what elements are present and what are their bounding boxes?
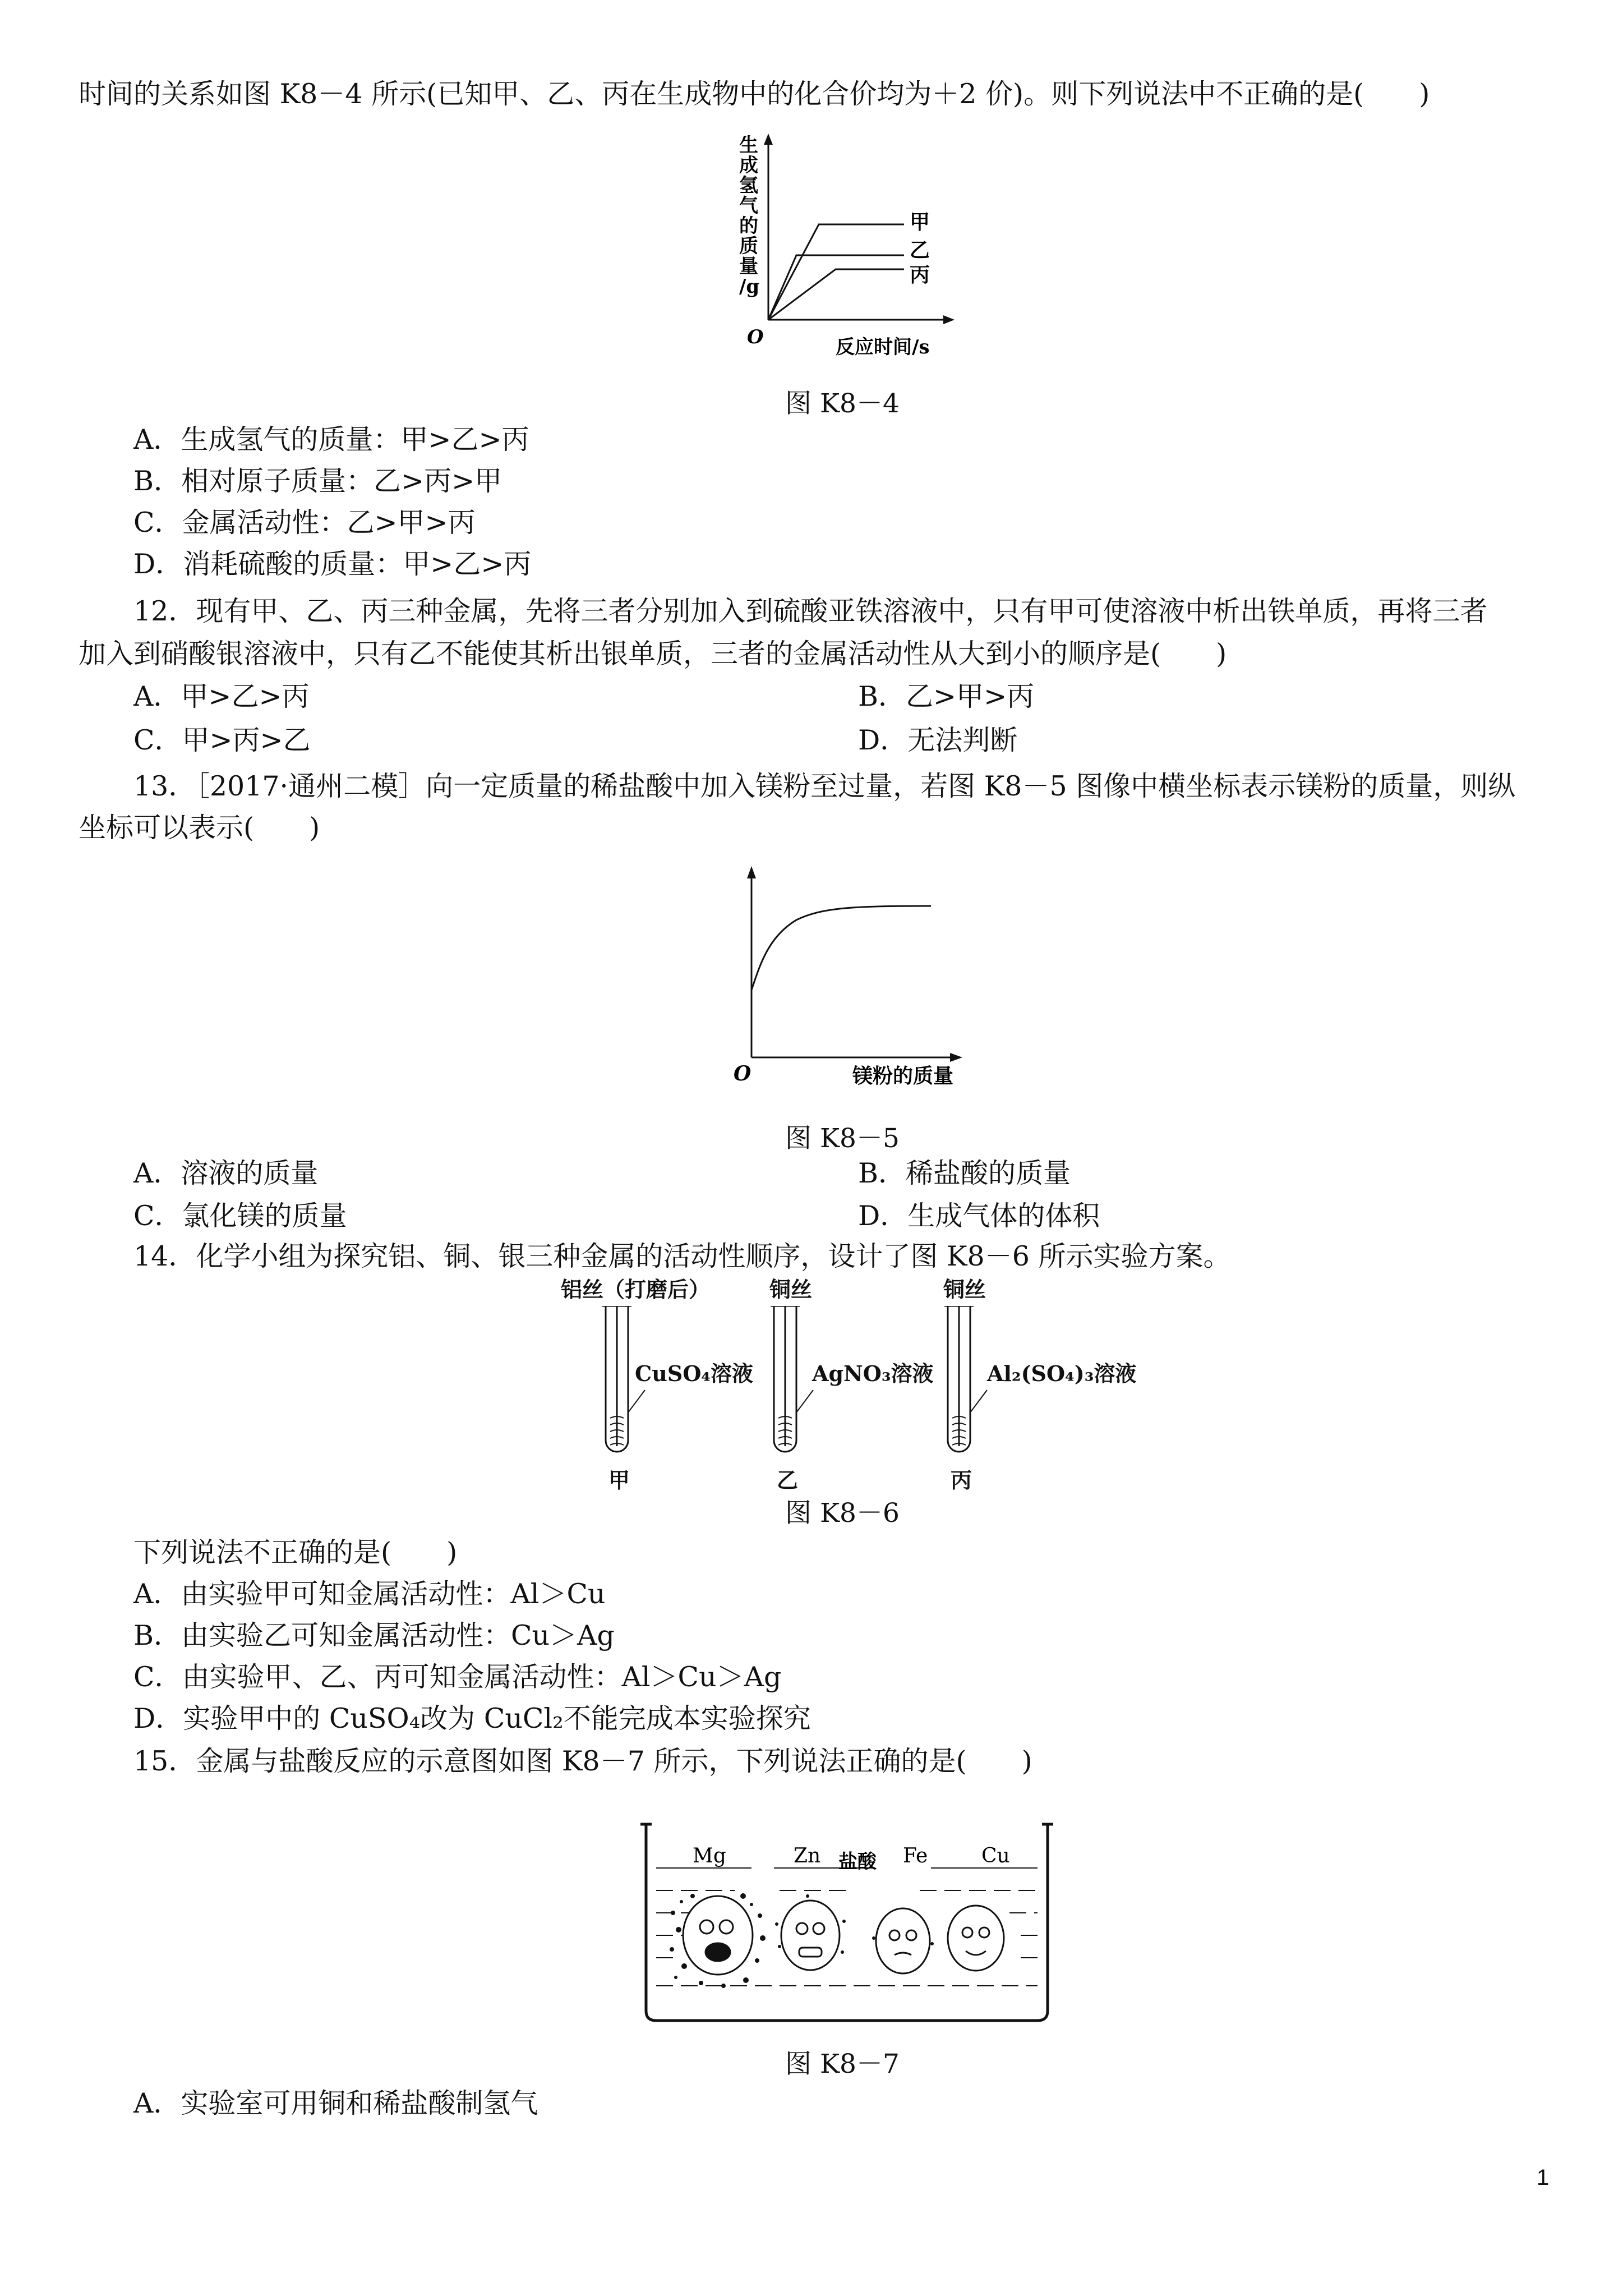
q12-option-c: C．甲>丙>乙 xyxy=(133,724,311,756)
q14-line1: 14．化学小组为探究铝、铜、银三种金属的活动性顺序，设计了图 K8－6 所示实验方案。 xyxy=(133,1240,1231,1272)
k8-5-xlabel: 镁粉的质量 xyxy=(852,1064,954,1088)
svg-text:气: 气 xyxy=(739,195,758,217)
svg-text:生: 生 xyxy=(739,134,758,157)
q15-line1: 15．金属与盐酸反应的示意图如图 K8－7 所示，下列说法正确的是( ) xyxy=(133,1745,1032,1777)
k8-4-label-jia: 甲 xyxy=(910,210,930,234)
figure-k8-4 xyxy=(723,129,959,365)
q12-option-b: B．乙>甲>丙 xyxy=(858,680,1035,712)
q14-option-b: B．由实验乙可知金属活动性：Cu＞Ag xyxy=(133,1619,615,1651)
q13-line2: 坐标可以表示( ) xyxy=(79,812,320,844)
caption-k8-4: 图 K8－4 xyxy=(785,388,900,419)
tube-jia-wire-label: 铝丝（打磨后） xyxy=(561,1277,711,1302)
k8-7-label-acid: 盐酸 xyxy=(838,1851,877,1873)
q11-option-c: C．金属活动性：乙>甲>丙 xyxy=(133,507,476,539)
svg-text:/g: /g xyxy=(739,275,760,298)
figure-k8-5 xyxy=(718,858,981,1105)
q13-line1: 13．［2017·通州二模］向一定质量的稀盐酸中加入镁粉至过量，若图 K8－5 图像中横坐标表示镁粉的质量，则纵 xyxy=(133,770,1516,802)
tube-yi-label: 乙 xyxy=(777,1467,799,1493)
q14-option-d: D．实验甲中的 CuSO₄改为 CuCl₂不能完成本实验探究 xyxy=(133,1703,811,1734)
page-number: 1 xyxy=(1537,2165,1550,2190)
q14-option-a: A．由实验甲可知金属活动性：Al＞Cu xyxy=(133,1578,606,1610)
k8-7-label-fe: Fe xyxy=(903,1844,928,1867)
caption-k8-5: 图 K8－5 xyxy=(785,1123,900,1154)
metal-cu-character xyxy=(948,1906,1004,1971)
k8-4-ylabel xyxy=(739,134,759,298)
q12-option-a: A．甲>乙>丙 xyxy=(133,680,310,712)
caption-k8-6: 图 K8－6 xyxy=(785,1498,900,1529)
k8-4-label-bing: 丙 xyxy=(910,263,930,287)
k8-5-curve xyxy=(751,906,931,990)
q12-line2: 加入到硝酸银溶液中，只有乙不能使其析出银单质，三者的金属活动性从大到小的顺序是( ) xyxy=(79,638,1227,670)
tube-yi-solution: AgNO₃溶液 xyxy=(812,1361,934,1386)
tube-bing-solution: Al₂(SO₄)₃溶液 xyxy=(987,1361,1137,1386)
tube-jia-label: 甲 xyxy=(608,1467,630,1493)
svg-text:的: 的 xyxy=(739,215,758,237)
q13-option-a: A．溶液的质量 xyxy=(133,1157,319,1189)
svg-text:氢: 氢 xyxy=(739,174,758,197)
k8-7-label-zn: Zn xyxy=(794,1844,821,1867)
k8-4-xlabel: 反应时间/s xyxy=(836,336,930,358)
k8-4-origin: O xyxy=(747,326,764,348)
svg-text:量: 量 xyxy=(739,255,758,278)
caption-k8-7: 图 K8－7 xyxy=(785,2049,900,2079)
q14-prompt: 下列说法不正确的是( ) xyxy=(133,1536,458,1568)
k8-4-label-yi: 乙 xyxy=(910,238,930,262)
q12-option-d: D．无法判断 xyxy=(858,724,1018,756)
tube-yi-wire-label: 铜丝 xyxy=(769,1277,813,1302)
svg-text:成: 成 xyxy=(739,154,758,177)
q12-line1: 12．现有甲、乙、丙三种金属，先将三者分别加入到硫酸亚铁溶液中，只有甲可使溶液中析出铁单质，再将三者 xyxy=(133,595,1488,627)
figure-k8-7 xyxy=(639,1818,1054,2031)
q11-option-a: A．生成氢气的质量：甲>乙>丙 xyxy=(133,424,529,455)
q11-option-b: B．相对原子质量：乙>丙>甲 xyxy=(133,465,502,497)
metal-zn-character xyxy=(781,1901,840,1970)
q13-option-b: B．稀盐酸的质量 xyxy=(858,1157,1071,1189)
tube-bing-wire-label: 铜丝 xyxy=(943,1277,986,1302)
metal-mg-character xyxy=(683,1896,753,1975)
figure-k8-6 xyxy=(538,1272,1155,1497)
k8-5-origin: O xyxy=(734,1062,751,1085)
q11-option-d: D．消耗硫酸的质量：甲>乙>丙 xyxy=(133,548,532,580)
tube-bing-label: 丙 xyxy=(951,1467,972,1493)
tube-jia-solution: CuSO₄溶液 xyxy=(635,1361,754,1386)
q13-option-c: C．氯化镁的质量 xyxy=(133,1200,347,1232)
k8-4-series-yi xyxy=(768,255,904,320)
k8-7-label-mg: Mg xyxy=(693,1844,726,1867)
q14-option-c: C．由实验甲、乙、丙可知金属活动性：Al＞Cu＞Ag xyxy=(133,1661,782,1693)
metal-fe-character xyxy=(876,1908,930,1973)
q13-option-d: D．生成气体的体积 xyxy=(858,1200,1100,1232)
k8-4-series-bing xyxy=(768,269,904,320)
q11-stem-tail: 时间的关系如图 K8－4 所示(已知甲、乙、丙在生成物中的化合价均为＋2 价)。则下列说法中不正确的是( ) xyxy=(79,78,1430,110)
svg-text:质: 质 xyxy=(739,235,758,257)
q15-option-a: A．实验室可用铜和稀盐酸制氢气 xyxy=(133,2087,538,2119)
k8-7-label-cu: Cu xyxy=(981,1844,1010,1867)
